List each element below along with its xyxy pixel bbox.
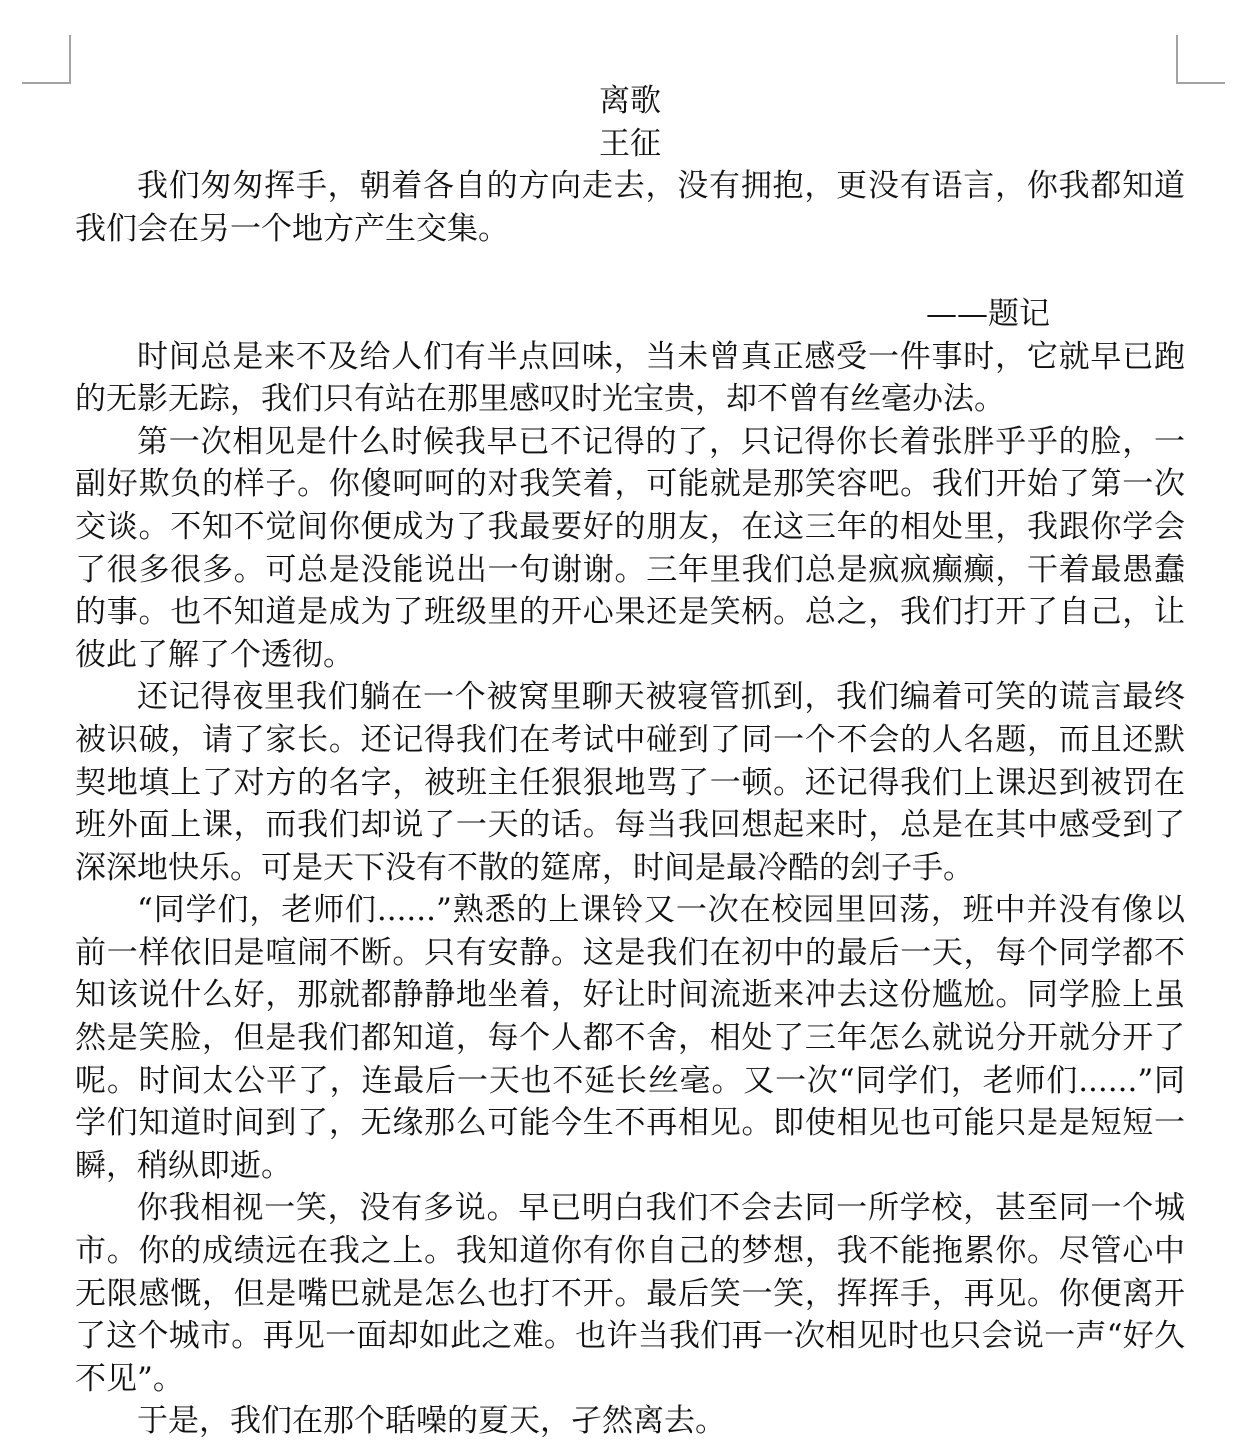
page-corner-mark-top-left <box>22 35 71 84</box>
body-paragraph: “同学们，老师们......”熟悉的上课铃又一次在校园里回荡，班中并没有像以前一样依旧是喧闹不断。只有安静。这是我们在初中的最后一天，每个同学都不知该说什么好，那就都静静地坐着，好让时间流逝来冲去这份尴尬。同学脸上虽然是笑脸，但是我们都知道，每个人都不舍，相处了三年怎么就说分开就分开了呢。时间太公平了，连最后一天也不延长丝毫。又一次“同学们，老师们......”同学们知道时间到了，无缘那么可能今生不再相见。即使相见也可能只是是短短一瞬，稍纵即逝。 <box>75 892 1185 1184</box>
body-paragraph: 于是，我们在那个聒噪的夏天，孑然离去。 <box>137 1403 726 1440</box>
epigraph-text: 我们匆匆挥手，朝着各自的方向走去，没有拥抱，更没有语言，你我都知道我们会在另一个地方产生交集。 <box>75 168 1185 247</box>
body-paragraph: 你我相视一笑，没有多说。早已明白我们不会去同一所学校，甚至同一个城市。你的成绩远在我之上。我知道你有你自己的梦想，我不能拖累你。尽管心中无限感慨，但是嘴巴就是怎么也打不开。最后笑一笑，挥挥手，再见。你便离开了这个城市。再见一面却如此之难。也许当我们再一次相见时也只会说一声“好久不见”。 <box>75 1190 1185 1397</box>
page-corner-mark-top-right <box>1176 35 1225 84</box>
epigraph-attribution: ——题记 <box>926 295 1050 332</box>
author-name: 王征 <box>599 125 661 162</box>
document-content <box>75 80 1185 1443</box>
body-paragraph: 第一次相见是什么时候我早已不记得的了，只记得你长着张胖乎乎的脸，一副好欺负的样子。你傻呵呵的对我笑着，可能就是那笑容吧。我们开始了第一次交谈。不知不觉间你便成为了我最要好的朋友，在这三年的相处里，我跟你学会了很多很多。可总是没能说出一句谢谢。三年里我们总是疯疯癫癫，干着最愚蠢的事。也不知道是成为了班级里的开心果还是笑柄。总之，我们打开了自己，让彼此了解了个透彻。 <box>75 423 1185 673</box>
body-paragraph: 时间总是来不及给人们有半点回味，当未曾真正感受一件事时，它就早已跑的无影无踪，我们只有站在那里感叹时光宝贵，却不曾有丝毫办法。 <box>75 338 1185 418</box>
body-paragraph: 还记得夜里我们躺在一个被窝里聊天被寝管抓到，我们编着可笑的谎言最终被识破，请了家长。还记得我们在考试中碰到了同一个不会的人名题，而且还默契地填上了对方的名字，被班主任狠狠地骂了一顿。还记得我们上课迟到被罚在班外面上课，而我们却说了一天的话。每当我回想起来时，总是在其中感受到了深深地快乐。可是天下没有不散的筵席，时间是最冷酷的刽子手。 <box>75 679 1185 886</box>
page-title: 离歌 <box>599 83 661 119</box>
